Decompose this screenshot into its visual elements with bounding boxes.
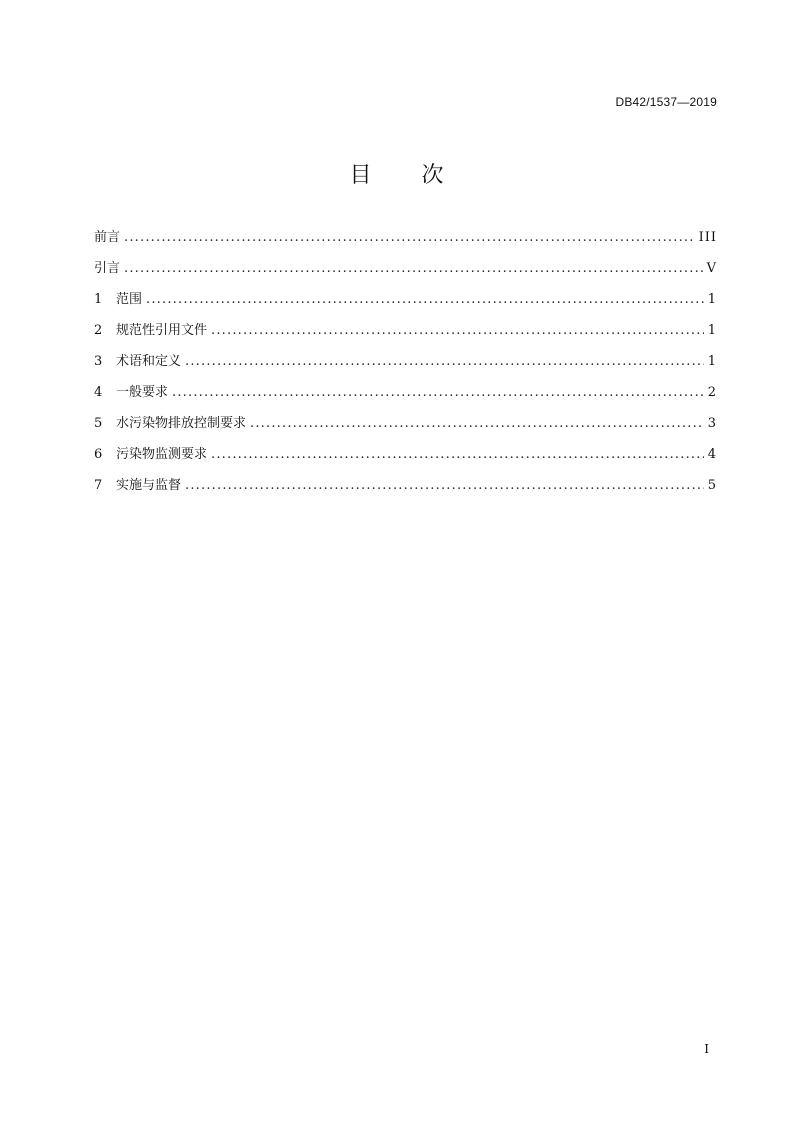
toc-entry-normative-references[interactable] xyxy=(94,319,717,350)
toc-entry-terms-definitions[interactable] xyxy=(94,350,717,381)
toc-entry-label: 水污染物排放控制要求 xyxy=(116,416,247,431)
toc-entry-label: 规范性引用文件 xyxy=(116,323,208,338)
page-title-part-1: 目 xyxy=(349,163,372,188)
toc-dot-leader xyxy=(172,385,704,400)
toc-entry-label: 引言 xyxy=(94,261,121,276)
toc-entry-label: 一般要求 xyxy=(116,385,169,400)
toc-dot-leader xyxy=(124,261,703,276)
toc-dot-leader xyxy=(146,292,704,307)
toc-entry-number: 2 xyxy=(94,323,103,338)
toc-entry-discharge-control[interactable] xyxy=(94,412,717,443)
toc-entry-page: 2 xyxy=(707,385,717,400)
toc-entry-page: V xyxy=(706,261,717,276)
toc-entry-monitoring-requirements[interactable] xyxy=(94,443,717,474)
toc-entry-general-requirements[interactable] xyxy=(94,381,717,412)
toc-entry-label: 前言 xyxy=(94,230,121,245)
toc-dot-leader xyxy=(124,230,695,245)
page-number: I xyxy=(704,1042,709,1056)
toc-entry-label: 实施与监督 xyxy=(116,478,182,493)
toc-dot-leader xyxy=(185,478,704,493)
toc-entry-number: 4 xyxy=(94,385,103,400)
toc-dot-leader xyxy=(211,323,704,338)
toc-entry-scope[interactable] xyxy=(94,288,717,319)
page-title xyxy=(0,158,793,189)
document-code: DB42/1537—2019 xyxy=(615,95,717,109)
toc-entry-label: 污染物监测要求 xyxy=(116,447,208,462)
toc-entry-introduction[interactable] xyxy=(94,257,717,288)
page-title-part-2: 次 xyxy=(421,163,444,188)
toc-entry-label: 术语和定义 xyxy=(116,354,182,369)
toc-entry-page: 4 xyxy=(707,447,717,462)
toc-entry-label: 范围 xyxy=(116,292,143,307)
toc-entry-page: III xyxy=(698,230,717,245)
toc-entry-foreword[interactable] xyxy=(94,226,717,257)
toc-entry-page: 5 xyxy=(707,478,717,493)
table-of-contents xyxy=(94,226,717,505)
toc-entry-implementation-supervision[interactable] xyxy=(94,474,717,505)
toc-entry-page: 1 xyxy=(707,323,717,338)
toc-entry-number: 6 xyxy=(94,447,103,462)
toc-entry-page: 3 xyxy=(707,416,717,431)
toc-dot-leader xyxy=(250,416,704,431)
toc-dot-leader xyxy=(185,354,704,369)
toc-entry-page: 1 xyxy=(707,292,717,307)
toc-entry-page: 1 xyxy=(707,354,717,369)
toc-dot-leader xyxy=(211,447,704,462)
toc-entry-number: 7 xyxy=(94,478,103,493)
toc-entry-number: 1 xyxy=(94,292,103,307)
toc-entry-number: 3 xyxy=(94,354,103,369)
toc-entry-number: 5 xyxy=(94,416,103,431)
